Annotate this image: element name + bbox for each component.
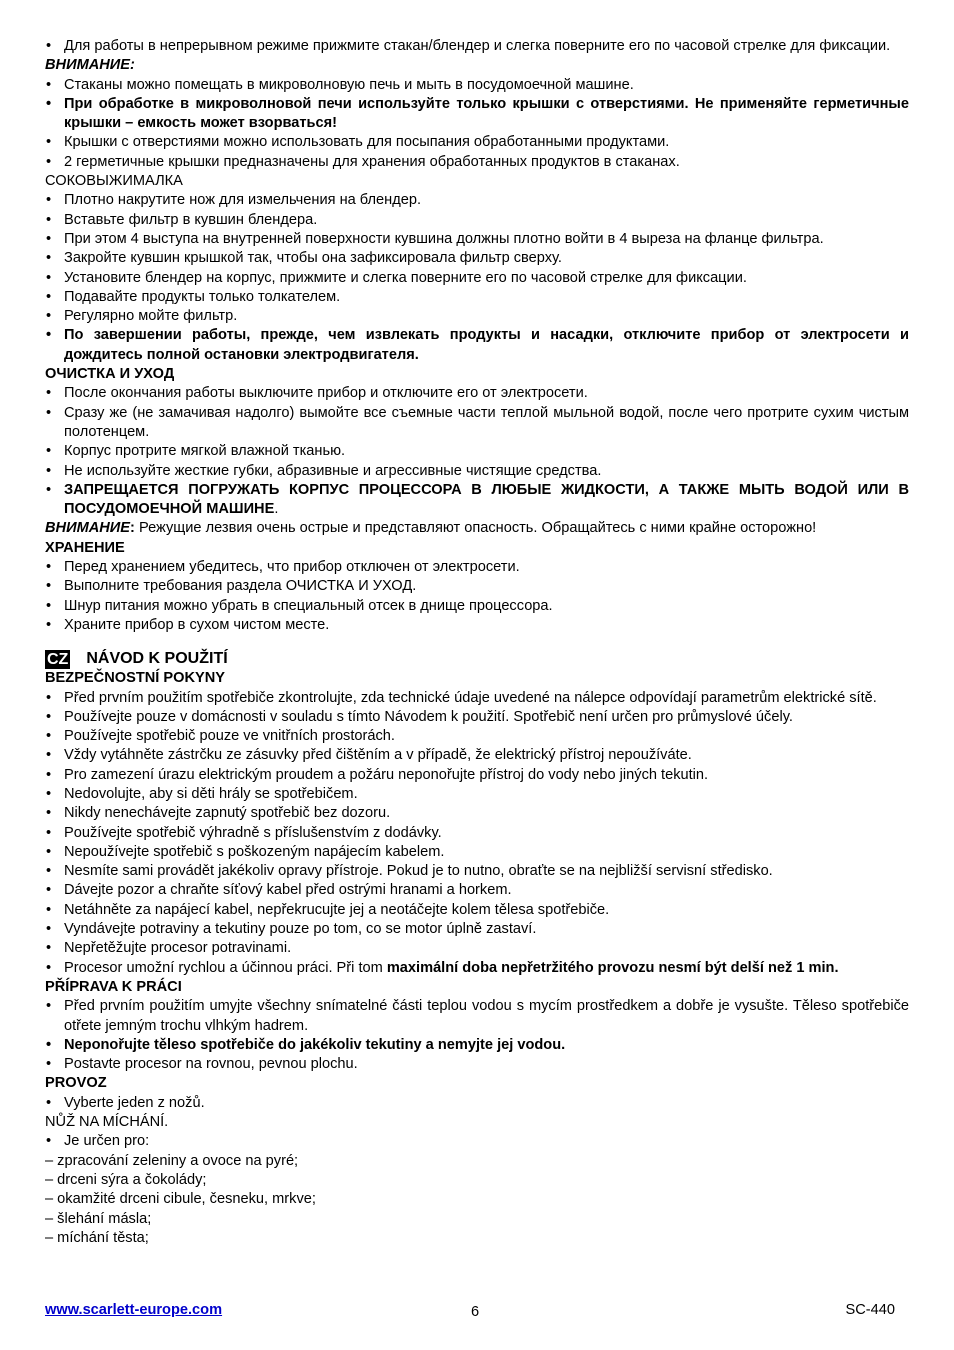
list-item: • Перед хранением убедитесь, что прибор отключен от электросети. xyxy=(45,558,909,577)
list-item: • При этом 4 выступа на внутренней поверхности кувшина должны плотно войти в 4 выреза на фланце фильтра. xyxy=(45,230,909,249)
list-item: • Používejte spotřebič pouze ve vnitřních prostorách. xyxy=(45,727,909,746)
list-item: • Выполните требования раздела ОЧИСТКА И УХОД. xyxy=(45,577,909,596)
list-item: • Для работы в непрерывном режиме прижмите стакан/блендер и слегка поверните его по часовой стрелке для фиксации. xyxy=(45,37,909,56)
list-item: • Установите блендер на корпус, прижмите и слегка поверните его по часовой стрелке для фиксации. xyxy=(45,269,909,288)
list-item: • Vyberte jeden z nožů. xyxy=(45,1094,909,1113)
section-heading-storage: ХРАНЕНИЕ xyxy=(45,539,125,556)
section-heading-safety: BEZPEČNOSTNÍ POKYNY xyxy=(45,670,226,687)
attention-label: ВНИМАНИЕ xyxy=(45,520,131,537)
dash-item: – míchání těsta; xyxy=(45,1229,149,1246)
list-item: • Крышки с отверстиями можно использовать для посыпания обработанными продуктами. xyxy=(45,133,909,152)
list-item xyxy=(45,959,909,978)
list-item: • После окончания работы выключите прибор и отключите его от электросети. xyxy=(45,384,909,403)
dash-item: – zpracování zeleniny a ovoce na pyré; xyxy=(45,1152,299,1169)
list-item: • Netáhněte za napájecí kabel, nepřekrucujte jej a neotáčejte kolem tělesa spotřebiče. xyxy=(45,901,909,920)
page-title: NÁVOD K POUŽITÍ xyxy=(86,650,228,668)
section-heading-preparation: PŘÍPRAVA K PRÁCI xyxy=(45,978,182,995)
list-item: • Сразу же (не замачивая надолго) вымойте все съемные части теплой мыльной водой, после чего протрите сухим чистым полотенцем. xyxy=(45,404,909,443)
list-item: • Закройте кувшин крышкой так, чтобы она зафиксировала фильтр сверху. xyxy=(45,249,909,268)
list-item: • Стаканы можно помещать в микроволновую печь и мыть в посудомоечной машине. xyxy=(45,76,909,95)
list-item: • Vyndávejte potraviny a tekutiny pouze po tom, co se motor úplně zastaví. xyxy=(45,920,909,939)
list-item-warning: • Neponořujte těleso spotřebiče do jakékoliv tekutiny a nemyjte jej vodou. xyxy=(45,1036,909,1055)
warning-text: ЗАПРЕЩАЕТСЯ ПОГРУЖАТЬ КОРПУС ПРОЦЕССОРА В ЛЮБЫЕ ЖИДКОСТИ, А ТАКЖЕ МЫТЬ ВОДОЙ ИЛИ В ПОСУДОМОЕЧНОЙ МАШИНЕ xyxy=(64,481,909,518)
list-item: • Nepoužívejte spotřebič s poškozeným napájecím kabelem. xyxy=(45,843,909,862)
page-footer xyxy=(45,1302,909,1322)
list-item: • Pro zamezení úrazu elektrickým proudem a požáru neponořujte přístroj do vody nebo jiných tekutin. xyxy=(45,766,909,785)
page-number: 6 xyxy=(471,1304,480,1320)
list-item: • Před prvním použitím umyjte všechny snímatelné části teplou vodou s mycím prostředkem a dobře je vysušte. Těleso spotřebiče otřete jemným trochu vlhkým hadrem. xyxy=(45,997,909,1036)
dash-item: – šlehání másla; xyxy=(45,1210,152,1227)
list-item-warning xyxy=(45,481,909,520)
dash-item: – drceni sýra a čokolády; xyxy=(45,1171,207,1188)
list-item: • Корпус протрите мягкой влажной тканью. xyxy=(45,442,909,461)
list-item-warning: • По завершении работы, прежде, чем извлекать продукты и насадки, отключите прибор от электросети и дождитесь полной остановки электродвигателя. xyxy=(45,326,909,365)
subheading-knife: NŮŽ NA MÍCHÁNÍ. xyxy=(45,1114,169,1131)
section-heading-operation: PROVOZ xyxy=(45,1075,107,1092)
list-item: • Je určen pro: xyxy=(45,1132,909,1151)
list-item: • Používejte spotřebič výhradně s příslušenstvím z dodávky. xyxy=(45,824,909,843)
list-item-warning: • При обработке в микроволновой печи используйте только крышки с отверстиями. Не применяйте герметичные крышки – емкость может взорваться! xyxy=(45,95,909,134)
list-item: • Храните прибор в сухом чистом месте. xyxy=(45,616,909,635)
list-item: • Používejte pouze v domácnosti v souladu s tímto Návodem k použití. Spotřebič není určen pro průmyslové účely. xyxy=(45,708,909,727)
list-item: • Vždy vytáhněte zástrčku ze zásuvky před čištěním a v případě, že elektrický přístroj nepoužíváte. xyxy=(45,746,909,765)
list-item: • Nesmíte sami provádět jakékoliv opravy přístroje. Pokud je to nutno, obraťte se na nejbližší servisní středisko. xyxy=(45,862,909,881)
attention-heading: ВНИМАНИЕ: xyxy=(45,57,135,74)
list-item: • Nepřetěžujte procesor potravinami. xyxy=(45,939,909,958)
list-item: • Nikdy nenechávejte zapnutý spotřebič bez dozoru. xyxy=(45,804,909,823)
list-item: • Подавайте продукты только толкателем. xyxy=(45,288,909,307)
language-badge: CZ xyxy=(47,650,69,668)
warning-end: . xyxy=(274,501,279,518)
list-item: • Вставьте фильтр в кувшин блендера. xyxy=(45,211,909,230)
list-item: • Регулярно мойте фильтр. xyxy=(45,307,909,326)
list-item: • Postavte procesor na rovnou, pevnou plochu. xyxy=(45,1055,909,1074)
list-item-text: Procesor umožní rychlou a účinnou práci. Při tom xyxy=(64,959,387,976)
list-item: • Не используйте жесткие губки, абразивные и агрессивные чистящие средства. xyxy=(45,462,909,481)
dash-item: – okamžité drceni cibule, česneku, mrkve; xyxy=(45,1191,316,1208)
list-item: • Dávejte pozor a chraňte síťový kabel před ostrými hranami a horkem. xyxy=(45,881,909,900)
website-link[interactable]: www.scarlett-europe.com xyxy=(45,1302,223,1318)
attention-note xyxy=(45,519,909,538)
list-item: • Шнур питания можно убрать в специальный отсек в днище процессора. xyxy=(45,597,909,616)
attention-text: Режущие лезвия очень острые и представляют опасность. Обращайтесь с ними крайне осторожно! xyxy=(134,520,817,537)
cz-section-title xyxy=(45,649,909,669)
attention-colon: : xyxy=(130,520,135,537)
list-item: • Před prvním použitím spotřebiče zkontrolujte, zda technické údaje uvedené na nálepce odpovídají parametrům elektrické sítě. xyxy=(45,689,909,708)
section-heading-cleaning: ОЧИСТКА И УХОД xyxy=(45,366,175,383)
list-item: • Плотно накрутите нож для измельчения на блендер. xyxy=(45,191,909,210)
section-heading-juicer: СОКОВЫЖИМАЛКА xyxy=(45,173,183,190)
page-content xyxy=(45,37,909,1248)
model-number: SC-440 xyxy=(845,1302,895,1318)
list-item: • Nedovolujte, aby si děti hrály se spotřebičem. xyxy=(45,785,909,804)
list-item: • 2 герметичные крышки предназначены для хранения обработанных продуктов в стаканах. xyxy=(45,153,909,172)
list-item-bold-text: maximální doba nepřetržitého provozu nesmí být delší než 1 min. xyxy=(386,959,839,976)
